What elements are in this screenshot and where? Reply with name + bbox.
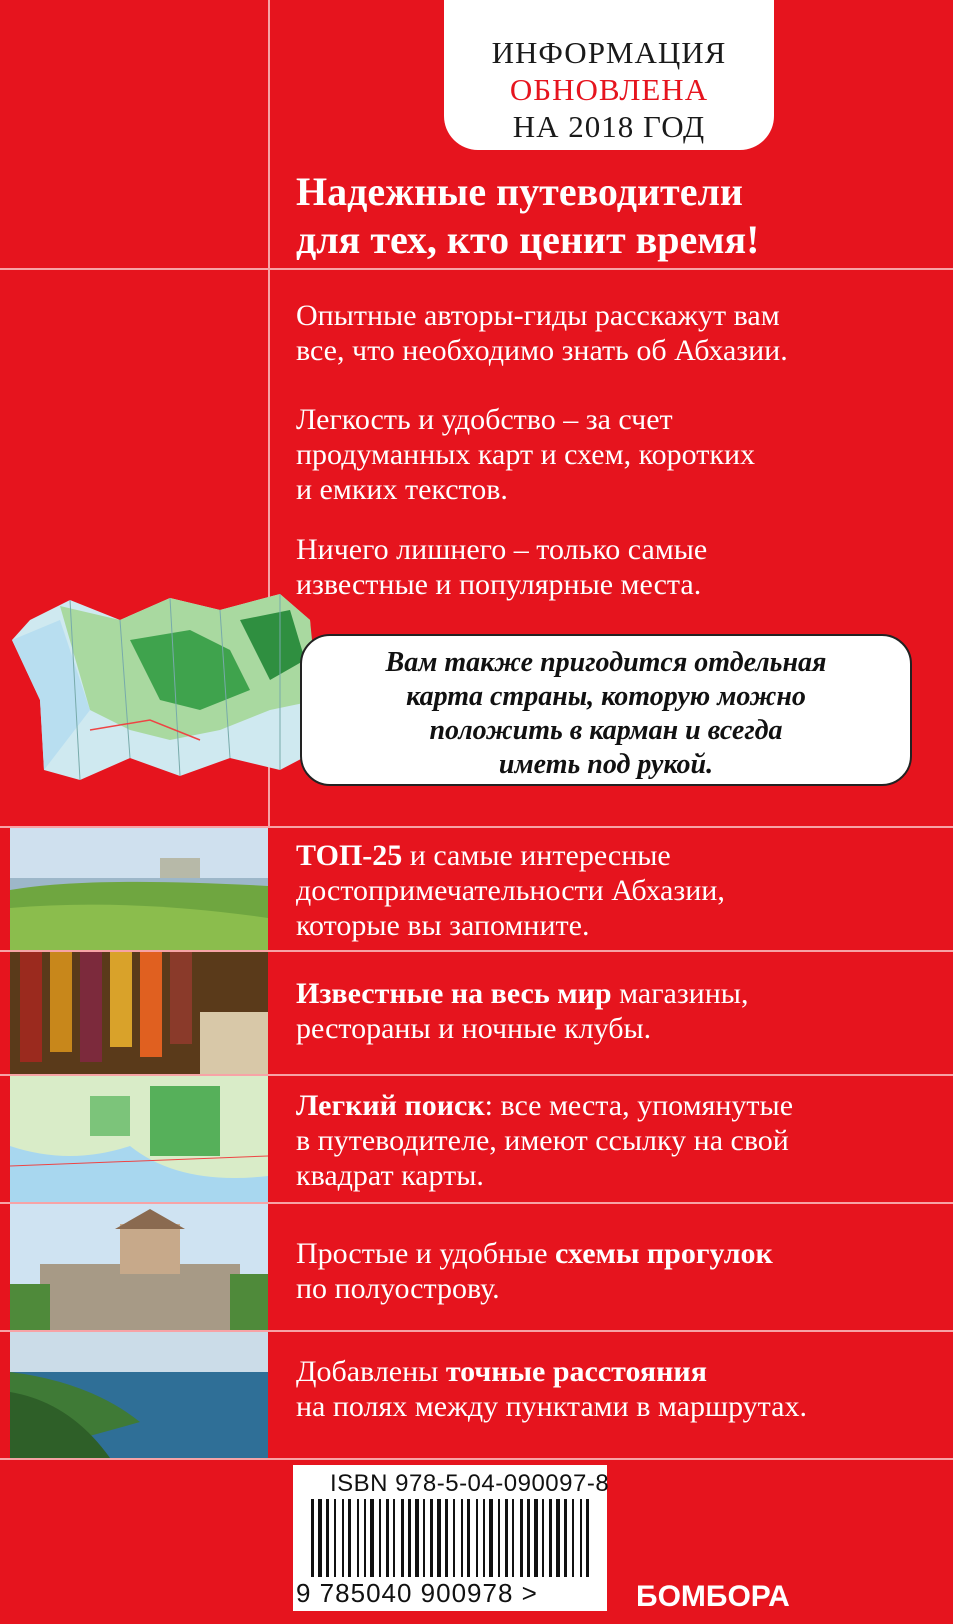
barcode-bar — [364, 1499, 366, 1577]
barcode-bar — [580, 1499, 582, 1577]
barcode-bar — [453, 1499, 455, 1577]
intro-paragraph-1 — [296, 298, 936, 368]
barcode-bar — [311, 1499, 314, 1577]
barcode-bar — [534, 1499, 538, 1577]
barcode-bar — [326, 1499, 329, 1577]
barcode-bar — [348, 1499, 351, 1577]
feature-4 — [296, 1236, 936, 1306]
callout-line-2: карта страны, которую можно — [406, 681, 806, 712]
feature-5-pre: Добавлены — [296, 1355, 446, 1388]
barcode-bar — [542, 1499, 544, 1577]
barcode-bar — [318, 1499, 322, 1577]
feature-2-line-2: рестораны и ночные клубы. — [296, 1012, 652, 1045]
headline-line-1: Надежные путеводители — [296, 169, 743, 214]
barcode-bar — [467, 1499, 470, 1577]
feature-3-line-2: в путеводителе, имеют ссылку на свой — [296, 1124, 789, 1157]
barcode-bar — [342, 1499, 344, 1577]
feature-1-line-3: которые вы запомните. — [296, 909, 590, 942]
map-snippet — [10, 1076, 268, 1202]
barcode-bar — [586, 1499, 589, 1577]
barcode-bar — [498, 1499, 500, 1577]
barcode-bar — [549, 1499, 552, 1577]
barcode-bar — [512, 1499, 514, 1577]
badge-line-3: НА 2018 ГОД — [512, 109, 706, 144]
barcode-bar — [556, 1499, 560, 1577]
feature-1-line-2: достопримечательности Абхазии, — [296, 874, 725, 907]
barcode-bar — [401, 1499, 404, 1577]
feature-3 — [296, 1088, 936, 1193]
barcode-bar — [379, 1499, 381, 1577]
coast-photo — [10, 1332, 268, 1458]
barcode-bar — [437, 1499, 441, 1577]
barcode-bar — [505, 1499, 508, 1577]
headline — [296, 168, 936, 264]
divider-1 — [0, 268, 953, 270]
feature-4-bold: схемы прогулок — [555, 1237, 773, 1270]
intro-paragraph-2 — [296, 402, 936, 507]
headline-line-2: для тех, кто ценит время! — [296, 217, 760, 262]
barcode-bar — [489, 1499, 493, 1577]
badge-line-1: ИНФОРМАЦИЯ — [491, 35, 727, 70]
intro-2-line-1: Легкость и удобство – за счет — [296, 403, 673, 436]
intro-1-line-1: Опытные авторы-гиды расскажут вам — [296, 299, 780, 332]
barcode-bar — [423, 1499, 425, 1577]
feature-5-bold: точные расстояния — [445, 1355, 707, 1388]
badge-line-2: ОБНОВЛЕНА — [509, 72, 709, 107]
feature-2-bold: Известные на весь мир — [296, 977, 612, 1010]
barcode-bar — [430, 1499, 433, 1577]
feature-5-line-1 — [296, 1354, 936, 1389]
folded-map-illustration — [0, 580, 340, 850]
barcode-bar — [461, 1499, 463, 1577]
feature-2 — [296, 976, 936, 1046]
isbn-text: ISBN 978-5-04-090097-8 — [330, 1470, 610, 1497]
barcode-bar — [357, 1499, 359, 1577]
barcode-bar — [334, 1499, 336, 1577]
feature-3-bold: Легкий поиск — [296, 1089, 485, 1122]
feature-3-rest: : все места, упомянутые — [484, 1089, 794, 1122]
feature-4-pre: Простые и удобные — [296, 1237, 556, 1270]
barcode-bar — [386, 1499, 389, 1577]
callout-line-4: иметь под рукой. — [498, 749, 714, 780]
feature-1-rest: и самые интересные — [402, 839, 671, 872]
feature-2-line-1 — [296, 976, 936, 1011]
barcode-bar — [445, 1499, 448, 1577]
barcode-bar — [572, 1499, 574, 1577]
barcode-bar — [527, 1499, 530, 1577]
map-callout — [300, 634, 912, 786]
feature-2-rest: магазины, — [611, 977, 749, 1010]
intro-3-line-1: Ничего лишнего – только самые — [296, 533, 708, 566]
update-badge — [444, 0, 774, 150]
feature-1-bold: ТОП-25 — [296, 839, 403, 872]
barcode-bar — [408, 1499, 411, 1577]
intro-paragraph-3 — [296, 532, 936, 602]
intro-2-line-2: продуманных карт и схем, коротких — [296, 438, 755, 471]
barcode-bar — [415, 1499, 419, 1577]
intro-2-line-3: и емких текстов. — [296, 473, 508, 506]
feature-4-line-2: по полуострову. — [296, 1272, 500, 1305]
market-photo — [10, 952, 268, 1074]
divider-7 — [0, 1458, 953, 1460]
barcode-digits: 9 785040 900978 > — [296, 1578, 538, 1608]
barcode-bar — [520, 1499, 523, 1577]
barcode-bar — [564, 1499, 567, 1577]
barcode-bar — [393, 1499, 395, 1577]
fortress-photo — [10, 1204, 268, 1330]
callout-line-1: Вам также пригодится отдельная — [385, 647, 827, 678]
barcode-bar — [370, 1499, 374, 1577]
barcode-bar — [483, 1499, 485, 1577]
callout-line-3: положить в карман и всегда — [429, 715, 783, 746]
barcode-bar — [476, 1499, 478, 1577]
intro-3-line-2: известные и популярные места. — [296, 568, 702, 601]
feature-1-line-1 — [296, 838, 936, 873]
feature-5 — [296, 1354, 936, 1424]
feature-1 — [296, 838, 936, 943]
publisher-logo: БОМБОРА — [636, 1580, 790, 1613]
feature-3-line-1 — [296, 1088, 936, 1123]
feature-4-line-1 — [296, 1236, 936, 1271]
feature-5-line-2: на полях между пунктами в маршрутах. — [296, 1390, 807, 1423]
landscape-photo — [10, 828, 268, 950]
feature-3-line-3: квадрат карты. — [296, 1159, 484, 1192]
intro-1-line-2: все, что необходимо знать об Абхазии. — [296, 334, 788, 367]
